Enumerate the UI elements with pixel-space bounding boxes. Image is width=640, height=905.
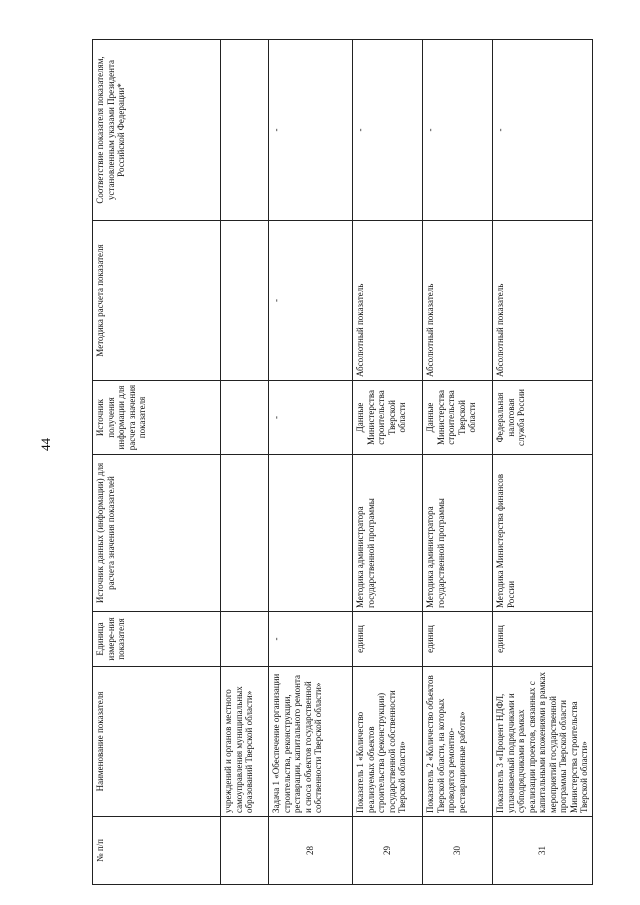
cell-num: 31 <box>493 817 593 885</box>
cell-source-info: Методика администратора государственной программы <box>423 455 493 612</box>
rotated-table-container <box>92 40 587 885</box>
cell-name: Показатель 2 «Количество объектов Тверской области, на которых проводятся ремонтно-реставрационные работы» <box>423 667 493 817</box>
cell-method: Абсолютный показатель <box>423 221 493 381</box>
cell-source-info: Методика Министерства финансов России <box>493 455 593 612</box>
cell-num: 30 <box>423 817 493 885</box>
cell-source-calc: Данные Министерства строительства Тверской области <box>423 381 493 455</box>
table-row <box>269 40 353 885</box>
cell-unit <box>221 612 269 667</box>
header-name: Наименование показателя <box>93 667 221 817</box>
cell-correspondence: - <box>269 40 353 221</box>
cell-unit: единиц <box>493 612 593 667</box>
header-source-calc: Источник получения информации для расчета значения показателя <box>93 381 221 455</box>
cell-correspondence <box>221 40 269 221</box>
cell-method <box>221 221 269 381</box>
cell-correspondence: - <box>423 40 493 221</box>
page-number: 44 <box>38 438 53 451</box>
cell-source-info <box>269 455 353 612</box>
cell-source-calc: - <box>269 381 353 455</box>
cell-source-info <box>221 455 269 612</box>
cell-name: Задача 1 «Обеспечение организации строительства, реконструкции, реставрации, капитального ремонта и сноса объектов государственной собственности Тверской области» <box>269 667 353 817</box>
cell-name: учреждений и органов местного самоуправления муниципальных образований Тверской области» <box>221 667 269 817</box>
cell-method: Абсолютный показатель <box>493 221 593 381</box>
header-unit: Единица измере-ния показателя <box>93 612 221 667</box>
cell-source-calc: Данные Министерства строительства Тверской области <box>353 381 423 455</box>
cell-correspondence: - <box>493 40 593 221</box>
table-row <box>493 40 593 885</box>
cell-source-calc: Федеральная налоговая служба России <box>493 381 593 455</box>
cell-method: Абсолютный показатель <box>353 221 423 381</box>
table-row <box>423 40 493 885</box>
cell-name: Показатель 1 «Количество реализуемых объектов строительства (реконструкции) государственной собственности Тверской области» <box>353 667 423 817</box>
cell-num <box>221 817 269 885</box>
indicators-table <box>92 39 593 885</box>
header-method: Методика расчета показателя <box>93 221 221 381</box>
cell-source-calc <box>221 381 269 455</box>
header-source-info: Источник данных (информации) для расчета значения показателей <box>93 455 221 612</box>
cell-num: 28 <box>269 817 353 885</box>
cell-name: Показатель 3 «Процент НДФЛ, уплачиваемый подрядчиками и субподрядчиками в рамках реализации проектов, связанных с капитальными вложениями в рамках мероприятий государственной программы Тверской области Министерства строительства Тверской области» <box>493 667 593 817</box>
table-row <box>221 40 269 885</box>
table-row <box>353 40 423 885</box>
cell-source-info: Методика администратора государственной программы <box>353 455 423 612</box>
cell-correspondence: - <box>353 40 423 221</box>
cell-method: - <box>269 221 353 381</box>
cell-unit: единиц <box>353 612 423 667</box>
header-num: № п/п <box>93 817 221 885</box>
cell-num: 29 <box>353 817 423 885</box>
header-correspondence: Соответствие показателя показателям, установленным указами Президента Российской Федерации* <box>93 40 221 221</box>
cell-unit: единиц <box>423 612 493 667</box>
header-row <box>93 40 221 885</box>
cell-unit: - <box>269 612 353 667</box>
